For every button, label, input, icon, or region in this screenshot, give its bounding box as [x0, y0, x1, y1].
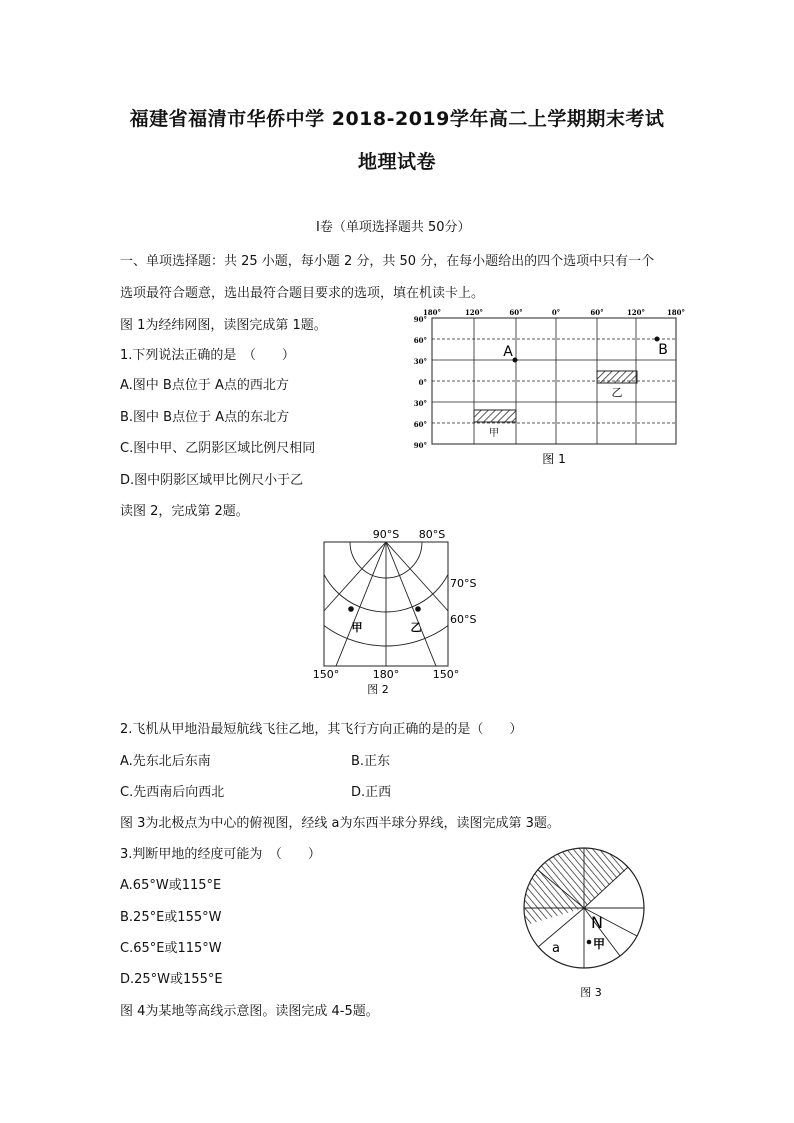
q1-option-c: C.图中甲、乙阴影区域比例尺相同 [120, 441, 316, 456]
fig1-left-label: 60° [413, 420, 427, 429]
fig1-left-label: 30° [413, 399, 427, 408]
fig3-label-n: N [591, 913, 603, 932]
fig2-label-70s: 70°S [450, 577, 477, 590]
fig1-left-label: 60° [413, 336, 427, 345]
q2-option-a: A.先东北后东南 [120, 754, 211, 769]
fig2-caption: 图 2 [367, 683, 389, 696]
fig2-polar-map [310, 526, 490, 698]
instruction-line-2: 选项最符合题意，选出最符合题目要求的选项，填在机读卡上。 [120, 286, 485, 301]
fig2-label-yi: 乙 [410, 621, 422, 634]
fig1-top-label: 0° [551, 308, 561, 317]
fig2-label-180: 180° [372, 668, 400, 681]
fig3-point-jia [587, 940, 592, 945]
fig3-label-a: a [552, 941, 560, 956]
paper-subtitle: 地理试卷 [357, 151, 436, 173]
fig3-label-jia: 甲 [592, 937, 606, 951]
fig1-region-yi [597, 371, 637, 383]
fig1-left-label: 90° [413, 315, 427, 324]
fig1-point-b [655, 337, 660, 342]
q2-option-d: D.正西 [351, 785, 392, 800]
fig1-caption: 图 1 [542, 452, 566, 466]
fig2-point-jia [348, 606, 354, 612]
fig3-caption: 图 3 [580, 986, 602, 999]
fig1-left-label: 30° [413, 357, 427, 366]
q2-option-c: C.先西南后向西北 [120, 785, 225, 800]
fig1-top-label: 180° [666, 308, 686, 317]
fig2-label-150-left: 150° [312, 668, 340, 681]
q3-option-d: D.25°W或155°E [120, 972, 223, 987]
q2-stem: 2.飞机从甲地沿最短航线飞往乙地，其飞行方向正确的是的是（ ） [120, 722, 523, 737]
fig2-label-60s: 60°S [450, 613, 477, 626]
fig1-top-label: 60° [509, 308, 523, 317]
fig3-intro: 图 3为北极点为中心的俯视图，经线 a为东西半球分界线，读图完成第 3题。 [120, 816, 560, 831]
q1-stem: 1.下列说法正确的是 （ ） [120, 348, 295, 363]
q3-stem: 3.判断甲地的经度可能为 （ ） [120, 847, 321, 862]
fig1-point-a [513, 358, 518, 363]
fig4-intro: 图 4为某地等高线示意图。读图完成 4-5题。 [120, 1004, 379, 1019]
q1-option-b: B.图中 B点位于 A点的东北方 [120, 410, 290, 425]
q3-option-b: B.25°E或155°W [120, 910, 222, 925]
q3-option-c: C.65°E或115°W [120, 941, 222, 956]
section-heading: Ⅰ卷（单项选择题共 50分） [316, 220, 471, 235]
fig1-label-yi: 乙 [611, 386, 623, 399]
instruction-line-1: 一、单项选择题：共 25 小题，每小题 2 分，共 50 分，在每小题给出的四个选项中只有一个 [120, 254, 655, 269]
fig3-polar-view [516, 836, 652, 1002]
q1-option-d: D.图中阴影区域甲比例尺小于乙 [120, 473, 304, 488]
fig2-label-90s: 90°S [372, 528, 400, 541]
fig2-intro: 读图 2，完成第 2题。 [120, 504, 249, 519]
q2-option-b: B.正东 [351, 754, 391, 769]
fig1-top-label: 120° [464, 308, 484, 317]
fig1-intro: 图 1为经纬网图，读图完成第 1题。 [120, 318, 327, 333]
fig1-graticule-map [408, 306, 698, 468]
fig2-label-80s: 80°S [418, 528, 446, 541]
paper-title: 福建省福清市华侨中学 2018-2019学年高二上学期期末考试 [129, 108, 665, 130]
fig1-top-label: 180° [422, 308, 442, 317]
q3-option-a: A.65°W或115°E [120, 878, 222, 893]
fig2-point-yi [415, 606, 421, 612]
fig2-label-150-right: 150° [432, 668, 460, 681]
fig1-top-label: 120° [626, 308, 646, 317]
fig1-region-jia [474, 410, 516, 422]
fig1-left-label: 0° [418, 378, 427, 387]
fig1-label-a: A [503, 344, 513, 360]
fig1-left-label: 90° [413, 441, 427, 450]
fig1-label-jia: 甲 [489, 428, 499, 439]
q1-option-a: A.图中 B点位于 A点的西北方 [120, 378, 289, 393]
fig1-label-b: B [658, 342, 668, 358]
fig2-label-jia: 甲 [351, 621, 363, 634]
fig1-top-label: 60° [590, 308, 604, 317]
